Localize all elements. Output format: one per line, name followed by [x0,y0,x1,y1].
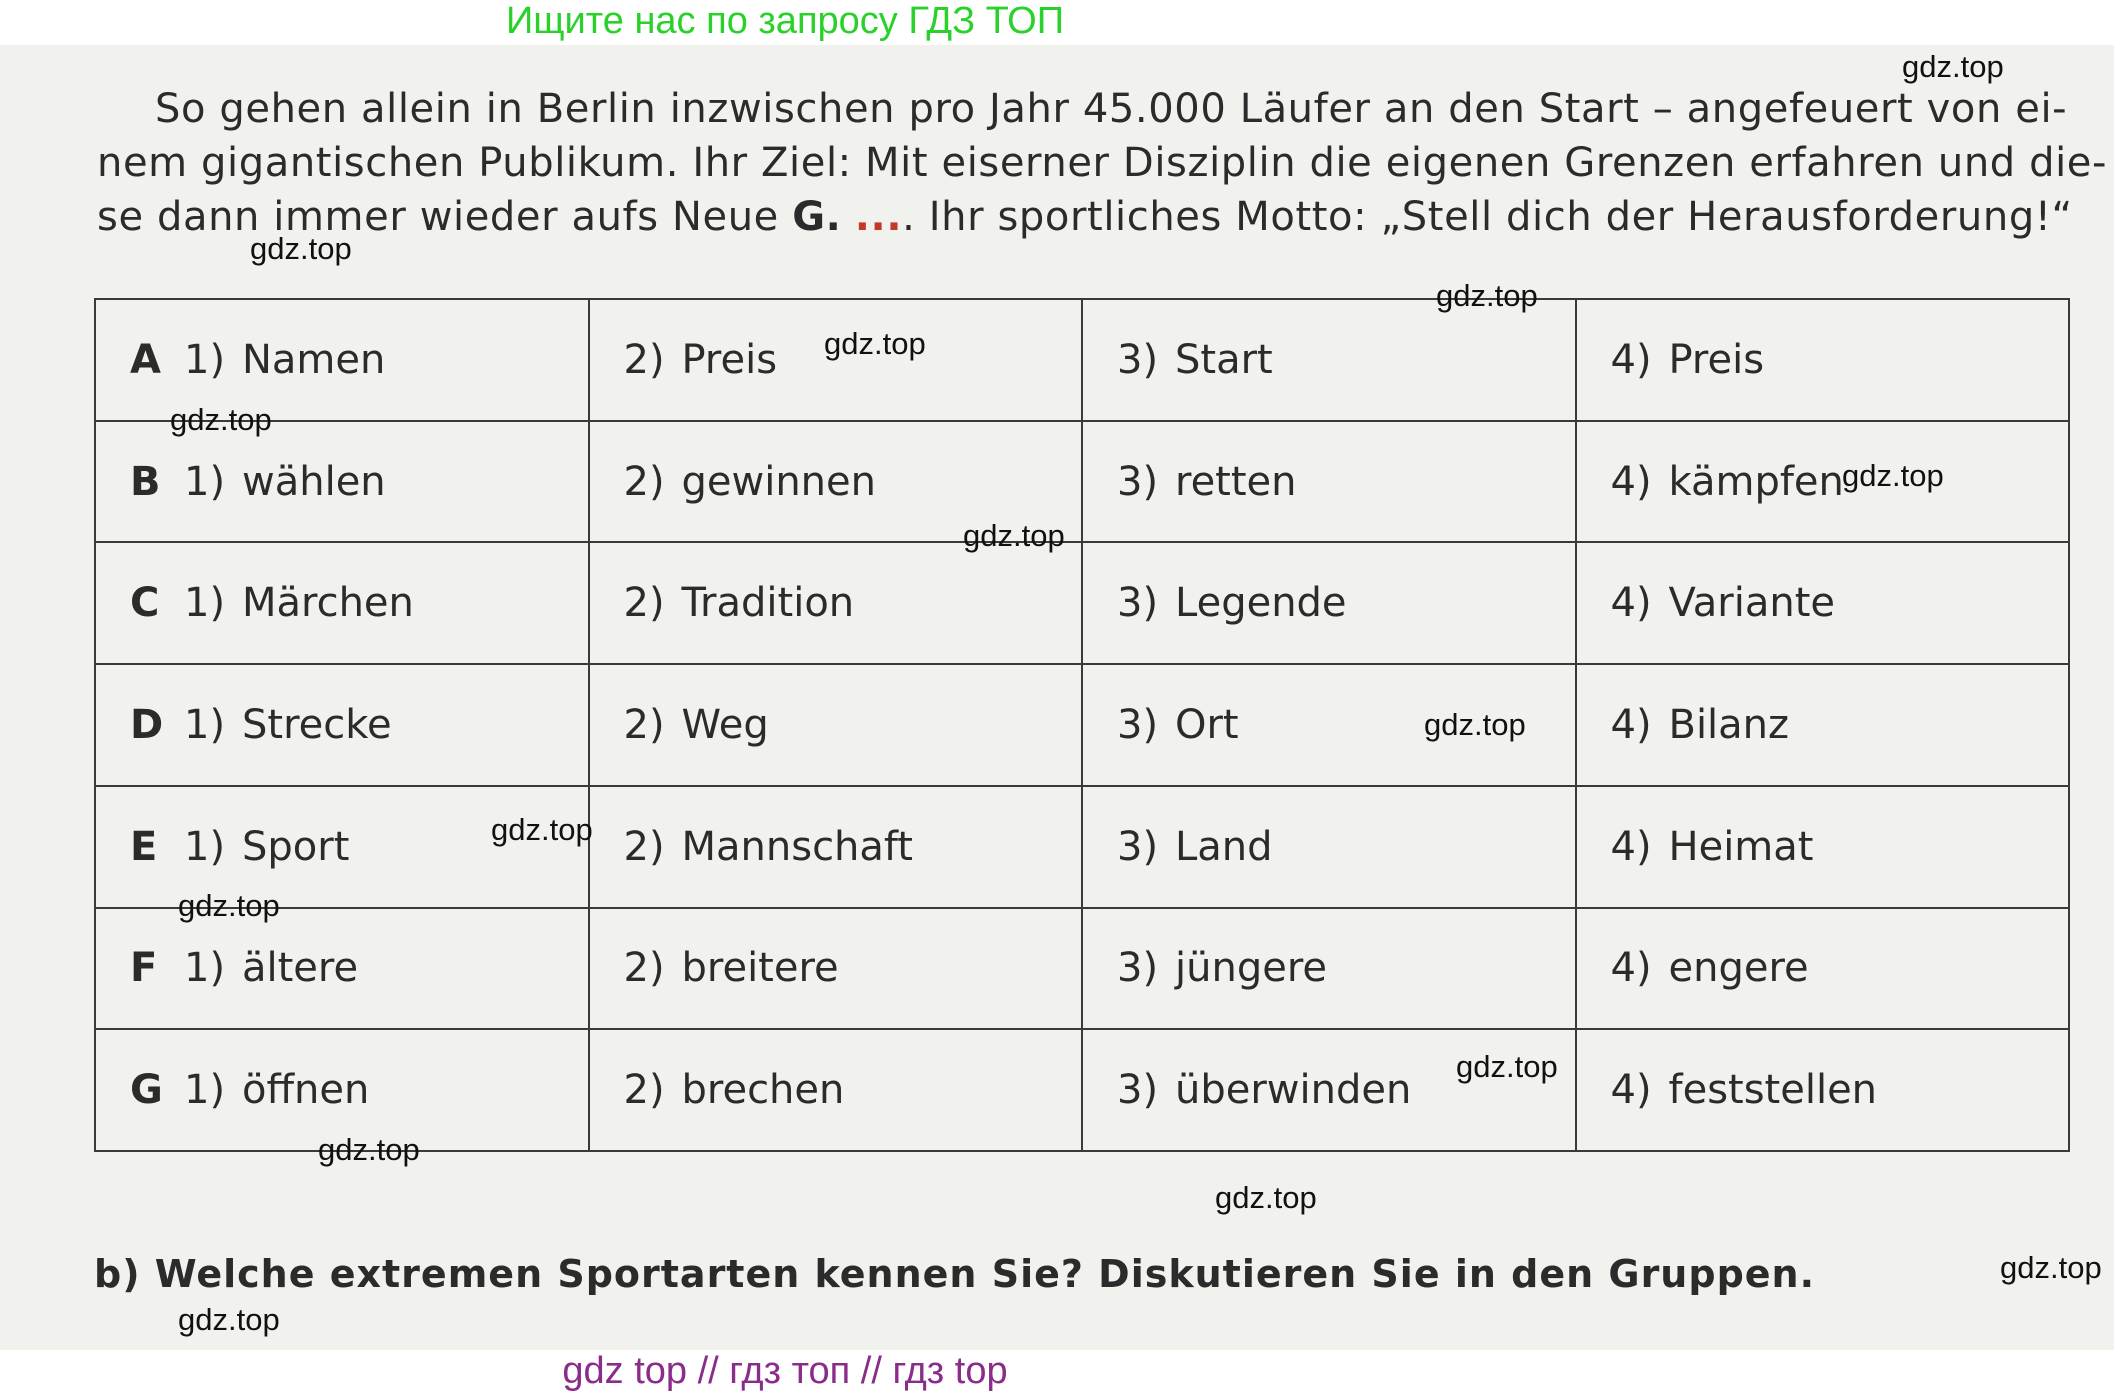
option-number: 2) [623,945,665,992]
option-cell [589,908,1083,1030]
option-number: 4) [1610,823,1652,870]
option-number: 1) [184,701,226,748]
table-row [95,786,2069,908]
option-word: Sport [242,823,350,870]
search-banner: Ищите нас по запросу ГДЗ ТОП [505,0,1065,42]
option-number: 2) [623,823,665,870]
option-number: 2) [623,1067,665,1114]
watermark: gdz.top [178,1302,280,1337]
option-word: jüngere [1175,945,1327,992]
option-word: wählen [242,458,386,505]
option-cell [1576,542,2070,664]
option-cell [1082,1029,1576,1151]
option-word: kämpfen [1668,458,1844,505]
option-word: Märchen [242,580,414,627]
answer-options-table [94,298,2070,1152]
option-word: Weg [681,701,769,748]
watermark: gdz.top [178,888,280,923]
option-cell [1082,299,1576,421]
option-word: Legende [1175,580,1347,627]
watermark: gdz.top [1842,458,1944,493]
option-cell [1576,1029,2070,1151]
option-word: gewinnen [681,458,876,505]
option-cell [589,542,1083,664]
discussion-question: b) Welche extremen Sportarten kennen Sie? Diskutieren Sie in den Gruppen. [94,1252,1816,1296]
watermark: gdz.top [1436,278,1538,313]
option-cell [589,664,1083,786]
option-number: 4) [1610,458,1652,505]
option-word: retten [1175,458,1297,505]
option-number: 3) [1117,458,1159,505]
option-word: engere [1668,945,1809,992]
watermark: gdz.top [318,1132,420,1167]
gap-label: G. [792,194,842,240]
option-number: 2) [623,701,665,748]
row-letter: D [130,701,164,748]
watermark: gdz.top [250,231,352,266]
option-word: Preis [681,336,778,383]
table-row [95,908,2069,1030]
option-number: 1) [184,580,226,627]
option-word: brechen [681,1067,845,1114]
table-row [95,542,2069,664]
row-letter: F [130,945,158,992]
option-cell [1082,908,1576,1030]
option-word: feststellen [1668,1067,1878,1114]
option-number: 4) [1610,580,1652,627]
option-number: 3) [1117,1067,1159,1114]
option-word: Heimat [1668,823,1814,870]
table-row [95,299,2069,421]
watermark: gdz.top [2000,1250,2102,1285]
option-number: 2) [623,458,665,505]
option-cell [95,542,589,664]
watermark: gdz.top [1456,1049,1558,1084]
option-number: 1) [184,458,226,505]
watermark: gdz.top [1424,707,1526,742]
row-letter: G [130,1067,163,1114]
row-letter: A [130,336,161,383]
option-number: 3) [1117,823,1159,870]
option-number: 1) [184,945,226,992]
option-number: 4) [1610,1067,1652,1114]
option-word: überwinden [1175,1067,1412,1114]
gap-blank: ... [854,194,903,240]
option-number: 2) [623,336,665,383]
watermark: gdz.top [170,402,272,437]
option-number: 3) [1117,580,1159,627]
option-word: Bilanz [1668,701,1790,748]
option-cell [1082,542,1576,664]
option-cell [1082,786,1576,908]
footer-links: gdz top // гдз топ // гдз top [562,1350,1008,1392]
watermark: gdz.top [824,326,926,361]
option-number: 4) [1610,701,1652,748]
option-cell [1082,421,1576,543]
option-word: öffnen [242,1067,370,1114]
option-cell [95,664,589,786]
row-letter: C [130,580,160,627]
option-cell [589,786,1083,908]
option-word: breitere [681,945,839,992]
exercise-paragraph [97,82,2108,244]
table-row [95,664,2069,786]
option-cell [589,1029,1083,1151]
option-word: Land [1175,823,1273,870]
option-number: 4) [1610,945,1652,992]
option-number: 1) [184,1067,226,1114]
option-cell [95,908,589,1030]
option-word: Preis [1668,336,1765,383]
option-word: Strecke [242,701,392,748]
option-number: 4) [1610,336,1652,383]
paragraph-line-2: nem gigantischen Publikum. Ihr Ziel: Mit eiserner Disziplin die eigenen Grenzen erfahren und die- [97,140,2108,186]
option-word: Namen [242,336,386,383]
option-cell [1576,664,2070,786]
option-number: 1) [184,336,226,383]
option-word: Ort [1175,701,1239,748]
option-word: Start [1175,336,1273,383]
option-word: Tradition [681,580,855,627]
watermark: gdz.top [1902,49,2004,84]
option-cell [95,421,589,543]
table-row [95,421,2069,543]
option-word: Variante [1668,580,1835,627]
option-cell [1576,299,2070,421]
row-letter: B [130,458,161,505]
option-cell [1576,421,2070,543]
paragraph-line-1: So gehen allein in Berlin inzwischen pro Jahr 45.000 Läufer an den Start – angefeuert von ei- [155,86,2068,132]
watermark: gdz.top [963,518,1065,553]
option-number: 3) [1117,701,1159,748]
option-number: 1) [184,823,226,870]
option-cell [1576,786,2070,908]
row-letter: E [130,823,158,870]
watermark: gdz.top [491,812,593,847]
paragraph-line-3: se dann immer wieder aufs Neue G. .... Ihr sportliches Motto: „Stell dich der Herausforderung!“ [97,194,2073,240]
option-number: 3) [1117,945,1159,992]
option-cell [1576,908,2070,1030]
watermark: gdz.top [1215,1180,1317,1215]
option-word: ältere [242,945,359,992]
option-word: Mannschaft [681,823,913,870]
option-number: 3) [1117,336,1159,383]
option-number: 2) [623,580,665,627]
